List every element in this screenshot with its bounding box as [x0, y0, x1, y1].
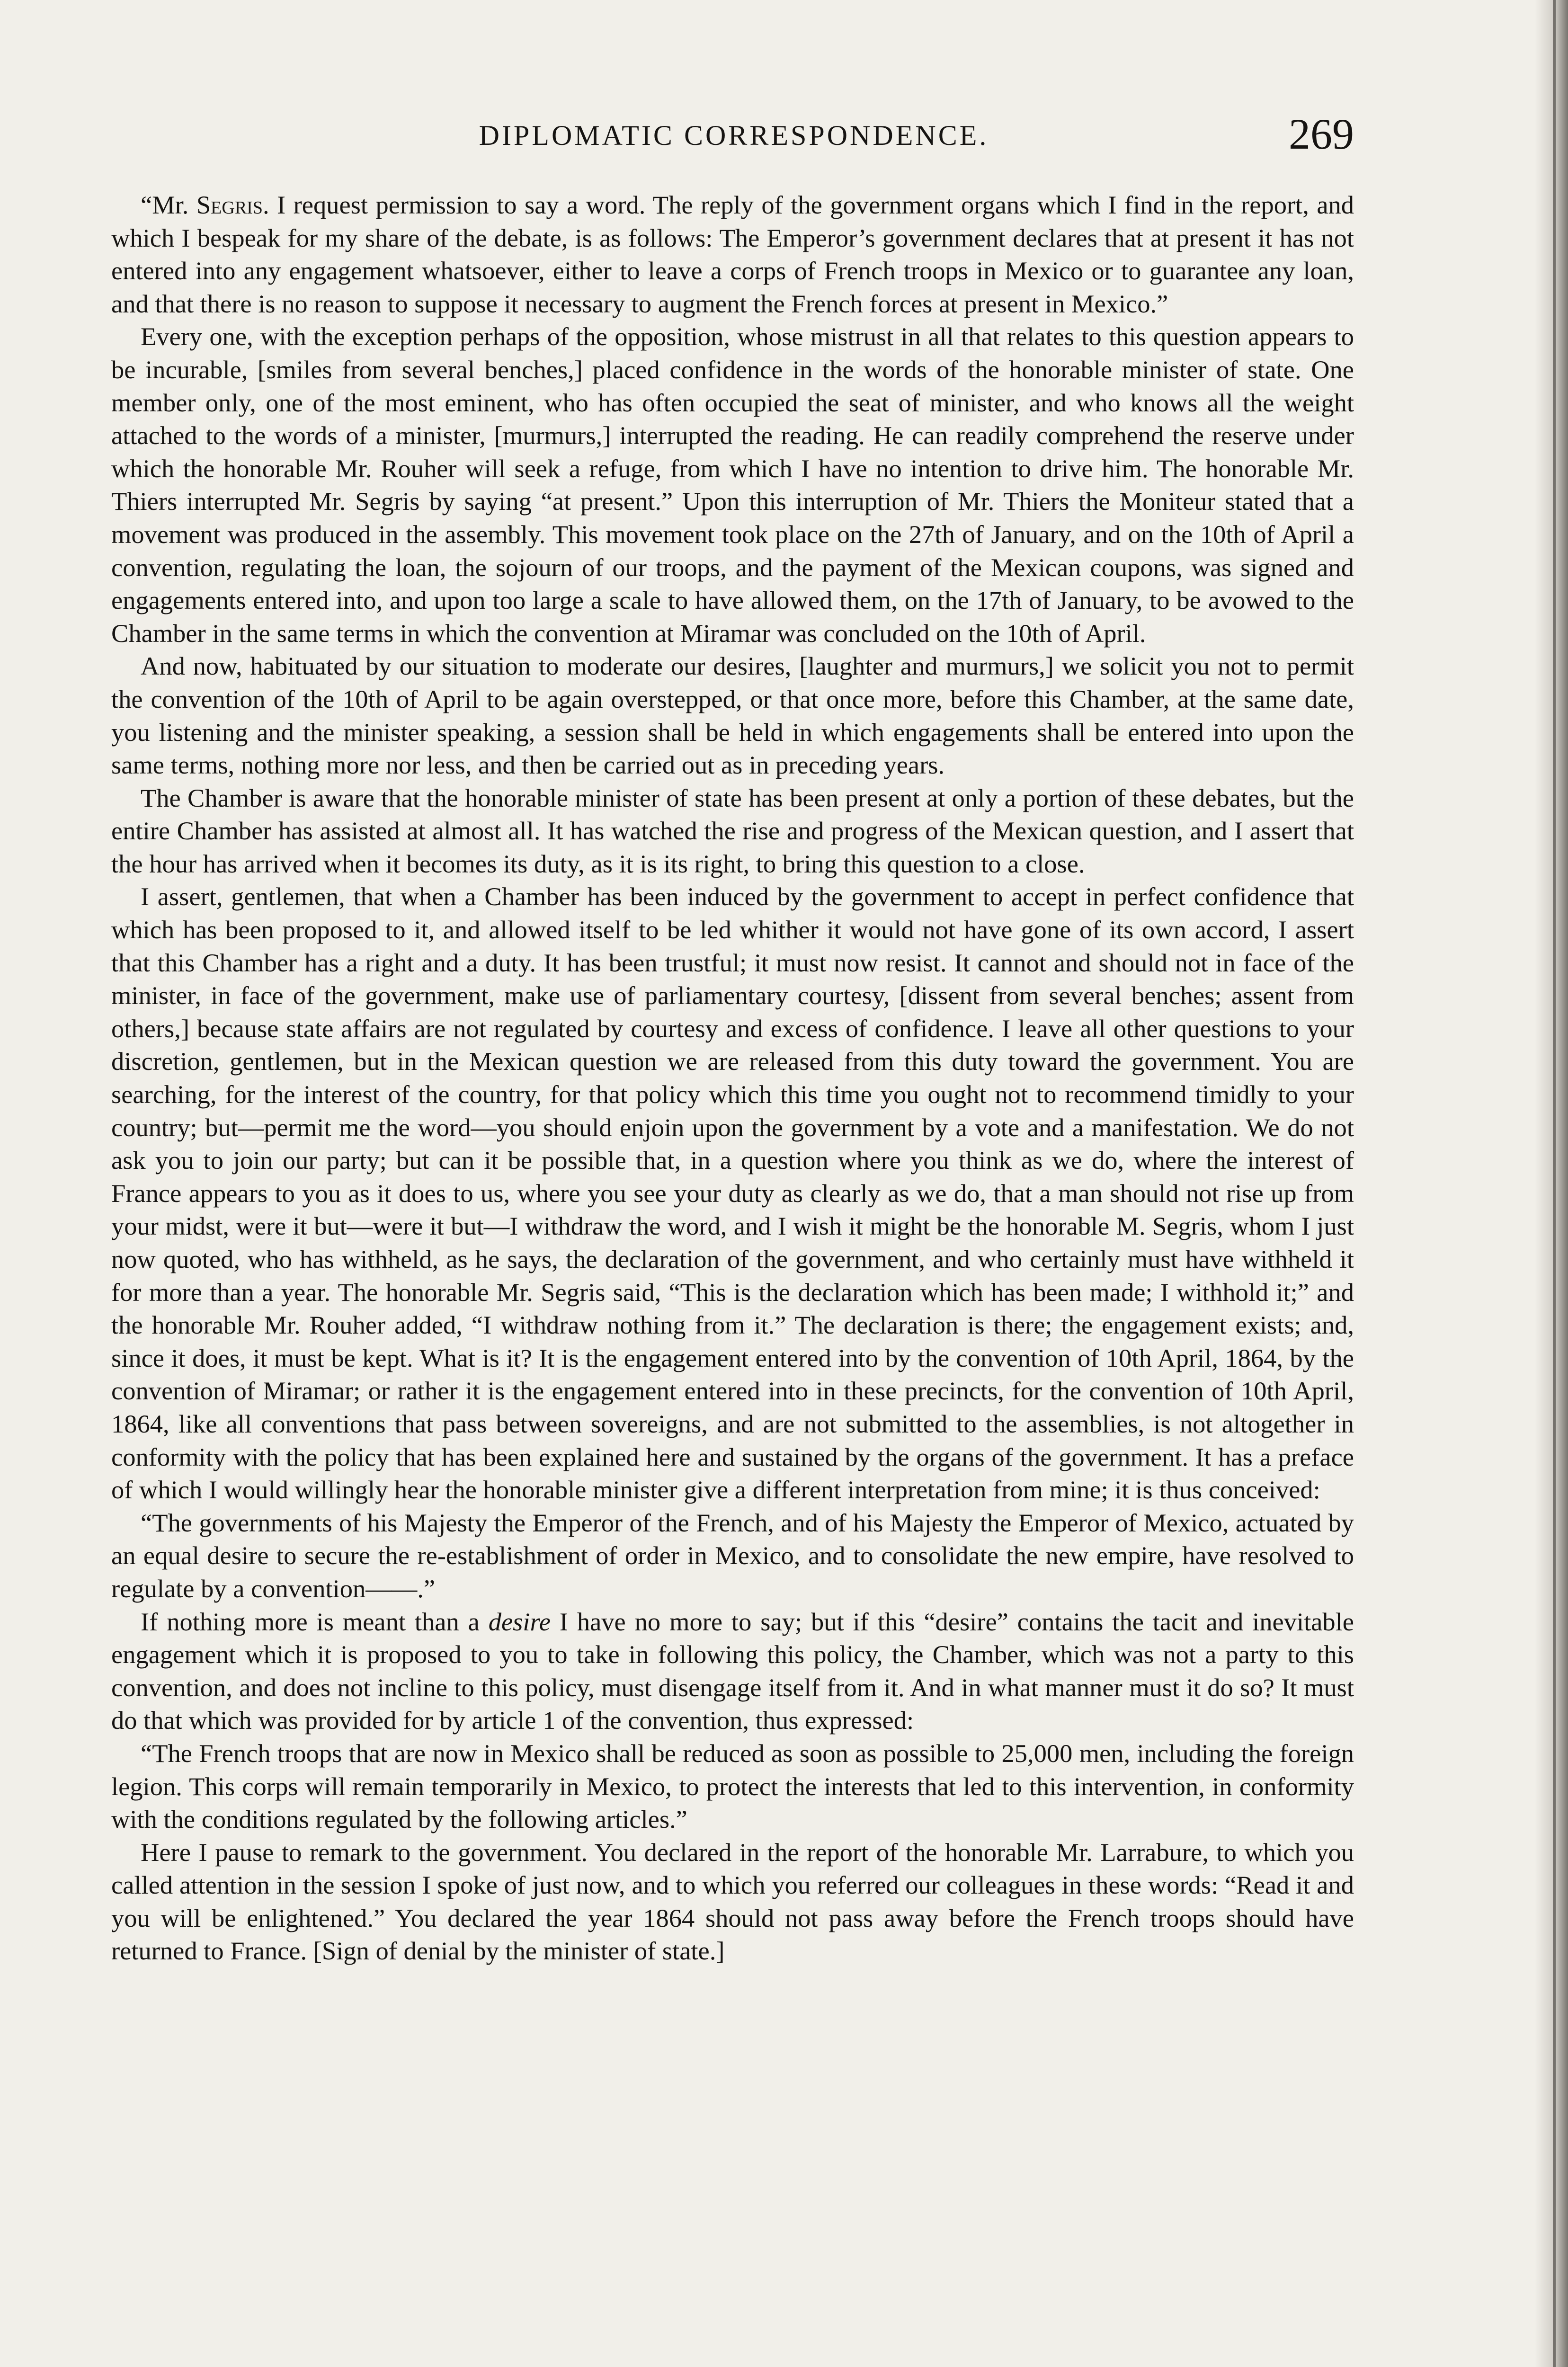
page-edge-shadow [1535, 0, 1568, 2367]
paragraph [111, 782, 1354, 881]
paragraph [111, 320, 1354, 650]
paragraph-lead: If nothing more is meant than a [141, 1607, 489, 1636]
paragraph [111, 1605, 1354, 1737]
paragraph-text: I have no more to say; but if this “desire” contains the tacit and inevitable engagement which it is proposed to you to take in following this policy, the Chamber, which was not a party to this convention, and does not incline to this policy, must disengage itself from it. And in what manner must it do so? It must do that which was provided for by article 1 of the convention, thus expressed: [111, 1607, 1354, 1735]
running-title: DIPLOMATIC CORRESPONDENCE. [479, 120, 989, 151]
speaker-name: Segris [196, 190, 263, 219]
paragraph-text: Here I pause to remark to the government. You declared in the report of the honorable Mr. Larrabure, to which you called attention in the session I spoke of just now, and to which you referred our colleagues in these words: “Read it and you will be enlightened.” You declared the year 1864 should not pass away before the French troops should have returned to France. [Sign of denial by the minister of state.] [111, 1837, 1354, 1966]
paragraph [111, 650, 1354, 781]
page-header [114, 109, 1354, 166]
quotation-paragraph [111, 1737, 1354, 1836]
paragraph-text: The Chamber is aware that the honorable minister of state has been present at only a portion of these debates, but the entire Chamber has assisted at almost all. It has watched the rise and progress of the Mexican question, and I assert that the hour has arrived when it becomes its duty, as it is its right, to bring this question to a close. [111, 783, 1354, 878]
quotation-paragraph [111, 1506, 1354, 1605]
paragraph [111, 880, 1354, 1506]
paragraph-text: Every one, with the exception perhaps of the opposition, whose mistrust in all that relates to this question appears to be incurable, [smiles from several benches,] placed confidence in the words of the honorable minister of state. One member only, one of the most eminent, who has often occupied the seat of minister, and who knows all the weight attached to the words of a minister, [murmurs,] interrupted the reading. He can readily comprehend the reserve under which the honorable Mr. Rouher will seek a refuge, from which I have no intention to drive him. The honorable Mr. Thiers interrupted Mr. Segris by saying “at present.” Upon this interruption of Mr. Thiers the Moniteur stated that a movement was produced in the assembly. This movement took place on the 27th of January, and on the 10th of April a convention, regulating the loan, the sojourn of our troops, and the payment of the Mexican coupons, was signed and engagements entered into, and upon too large a scale to have allowed them, on the 17th of January, to be avowed to the Chamber in the same terms in which the convention at Miramar was concluded on the 10th of April. [111, 322, 1354, 648]
paragraph [111, 188, 1354, 320]
paragraph-text: . I request permission to say a word. The reply of the government organs which I find in the report, and which I bespeak for my share of the debate, is as follows: The Emperor’s government declares that at present it has not entered into any engagement whatsoever, either to leave a corps of French troops in Mexico or to guarantee any loan, and that there is no reason to suppose it necessary to augment the French forces at present in Mexico.” [111, 190, 1354, 318]
paragraph [111, 1836, 1354, 1967]
body-text [111, 188, 1354, 1967]
paragraph-lead: “Mr. [141, 190, 196, 219]
paragraph-text: “The governments of his Majesty the Emperor of the French, and of his Majesty the Emperor of Mexico, actuated by an equal desire to secure the re-establishment of order in Mexico, and to consolidate the new empire, have resolved to regulate by a convention——.” [111, 1508, 1354, 1603]
page-number: 269 [1289, 110, 1354, 158]
paragraph-text: “The French troops that are now in Mexico shall be reduced as soon as possible to 25,000 men, including the foreign legion. This corps will remain temporarily in Mexico, to protect the interests that led to this intervention, in conformity with the conditions regulated by the following articles.” [111, 1738, 1354, 1834]
emphasized-word: desire [488, 1607, 551, 1636]
paragraph-text: I assert, gentlemen, that when a Chamber has been induced by the government to accept in perfect confidence that which has been proposed to it, and allowed itself to be led whither it would not have gone of its own accord, I assert that this Chamber has a right and a duty. It has been trustful; it must now resist. It cannot and should not in face of the minister, in face of the government, make use of parliamentary courtesy, [dissent from several benches; assent from others,] because state affairs are not regulated by courtesy and excess of confidence. I leave all other questions to your discretion, gentlemen, but in the Mexican question we are released from this duty toward the government. You are searching, for the interest of the country, for that policy which this time you ought not to recommend timidly to your country; but—permit me the word—you should enjoin upon the government by a vote and a manifestation. We do not ask you to join our party; but can it be possible that, in a question where you think as we do, where the interest of France appears to you as it does to us, where you see your duty as clearly as we do, that a man should not rise up from your midst, were it but—were it but—I withdraw the word, and I wish it might be the honorable M. Segris, whom I just now quoted, who has withheld, as he says, the declaration of the government, and who certainly must have withheld it for more than a year. The honorable Mr. Segris said, “This is the declaration which has been made; I withhold it;” and the honorable Mr. Rouher added, “I withdraw nothing from it.” The declaration is there; the engagement exists; and, since it does, it must be kept. What is it? It is the engagement entered into by the convention of 10th April, 1864, by the convention of Miramar; or rather it is the engagement entered into in these precincts, for the convention of 10th April, 1864, like all conventions that pass between sovereigns, and are not submitted to the assemblies, is not altogether in conformity with the policy that has been explained here and sustained by the organs of the government. It has a preface of which I would willingly hear the honorable minister give a different interpretation from mine; it is thus conceived: [111, 882, 1354, 1504]
binding-edge-line [1553, 0, 1556, 2367]
paragraph-text: And now, habituated by our situation to moderate our desires, [laughter and murmurs,] we solicit you not to permit the convention of the 10th of April to be again overstepped, or that once more, before this Chamber, at the same date, you listening and the minister speaking, a session shall be held in which engagements shall be entered into upon the same terms, nothing more nor less, and then be carried out as in preceding years. [111, 651, 1354, 780]
